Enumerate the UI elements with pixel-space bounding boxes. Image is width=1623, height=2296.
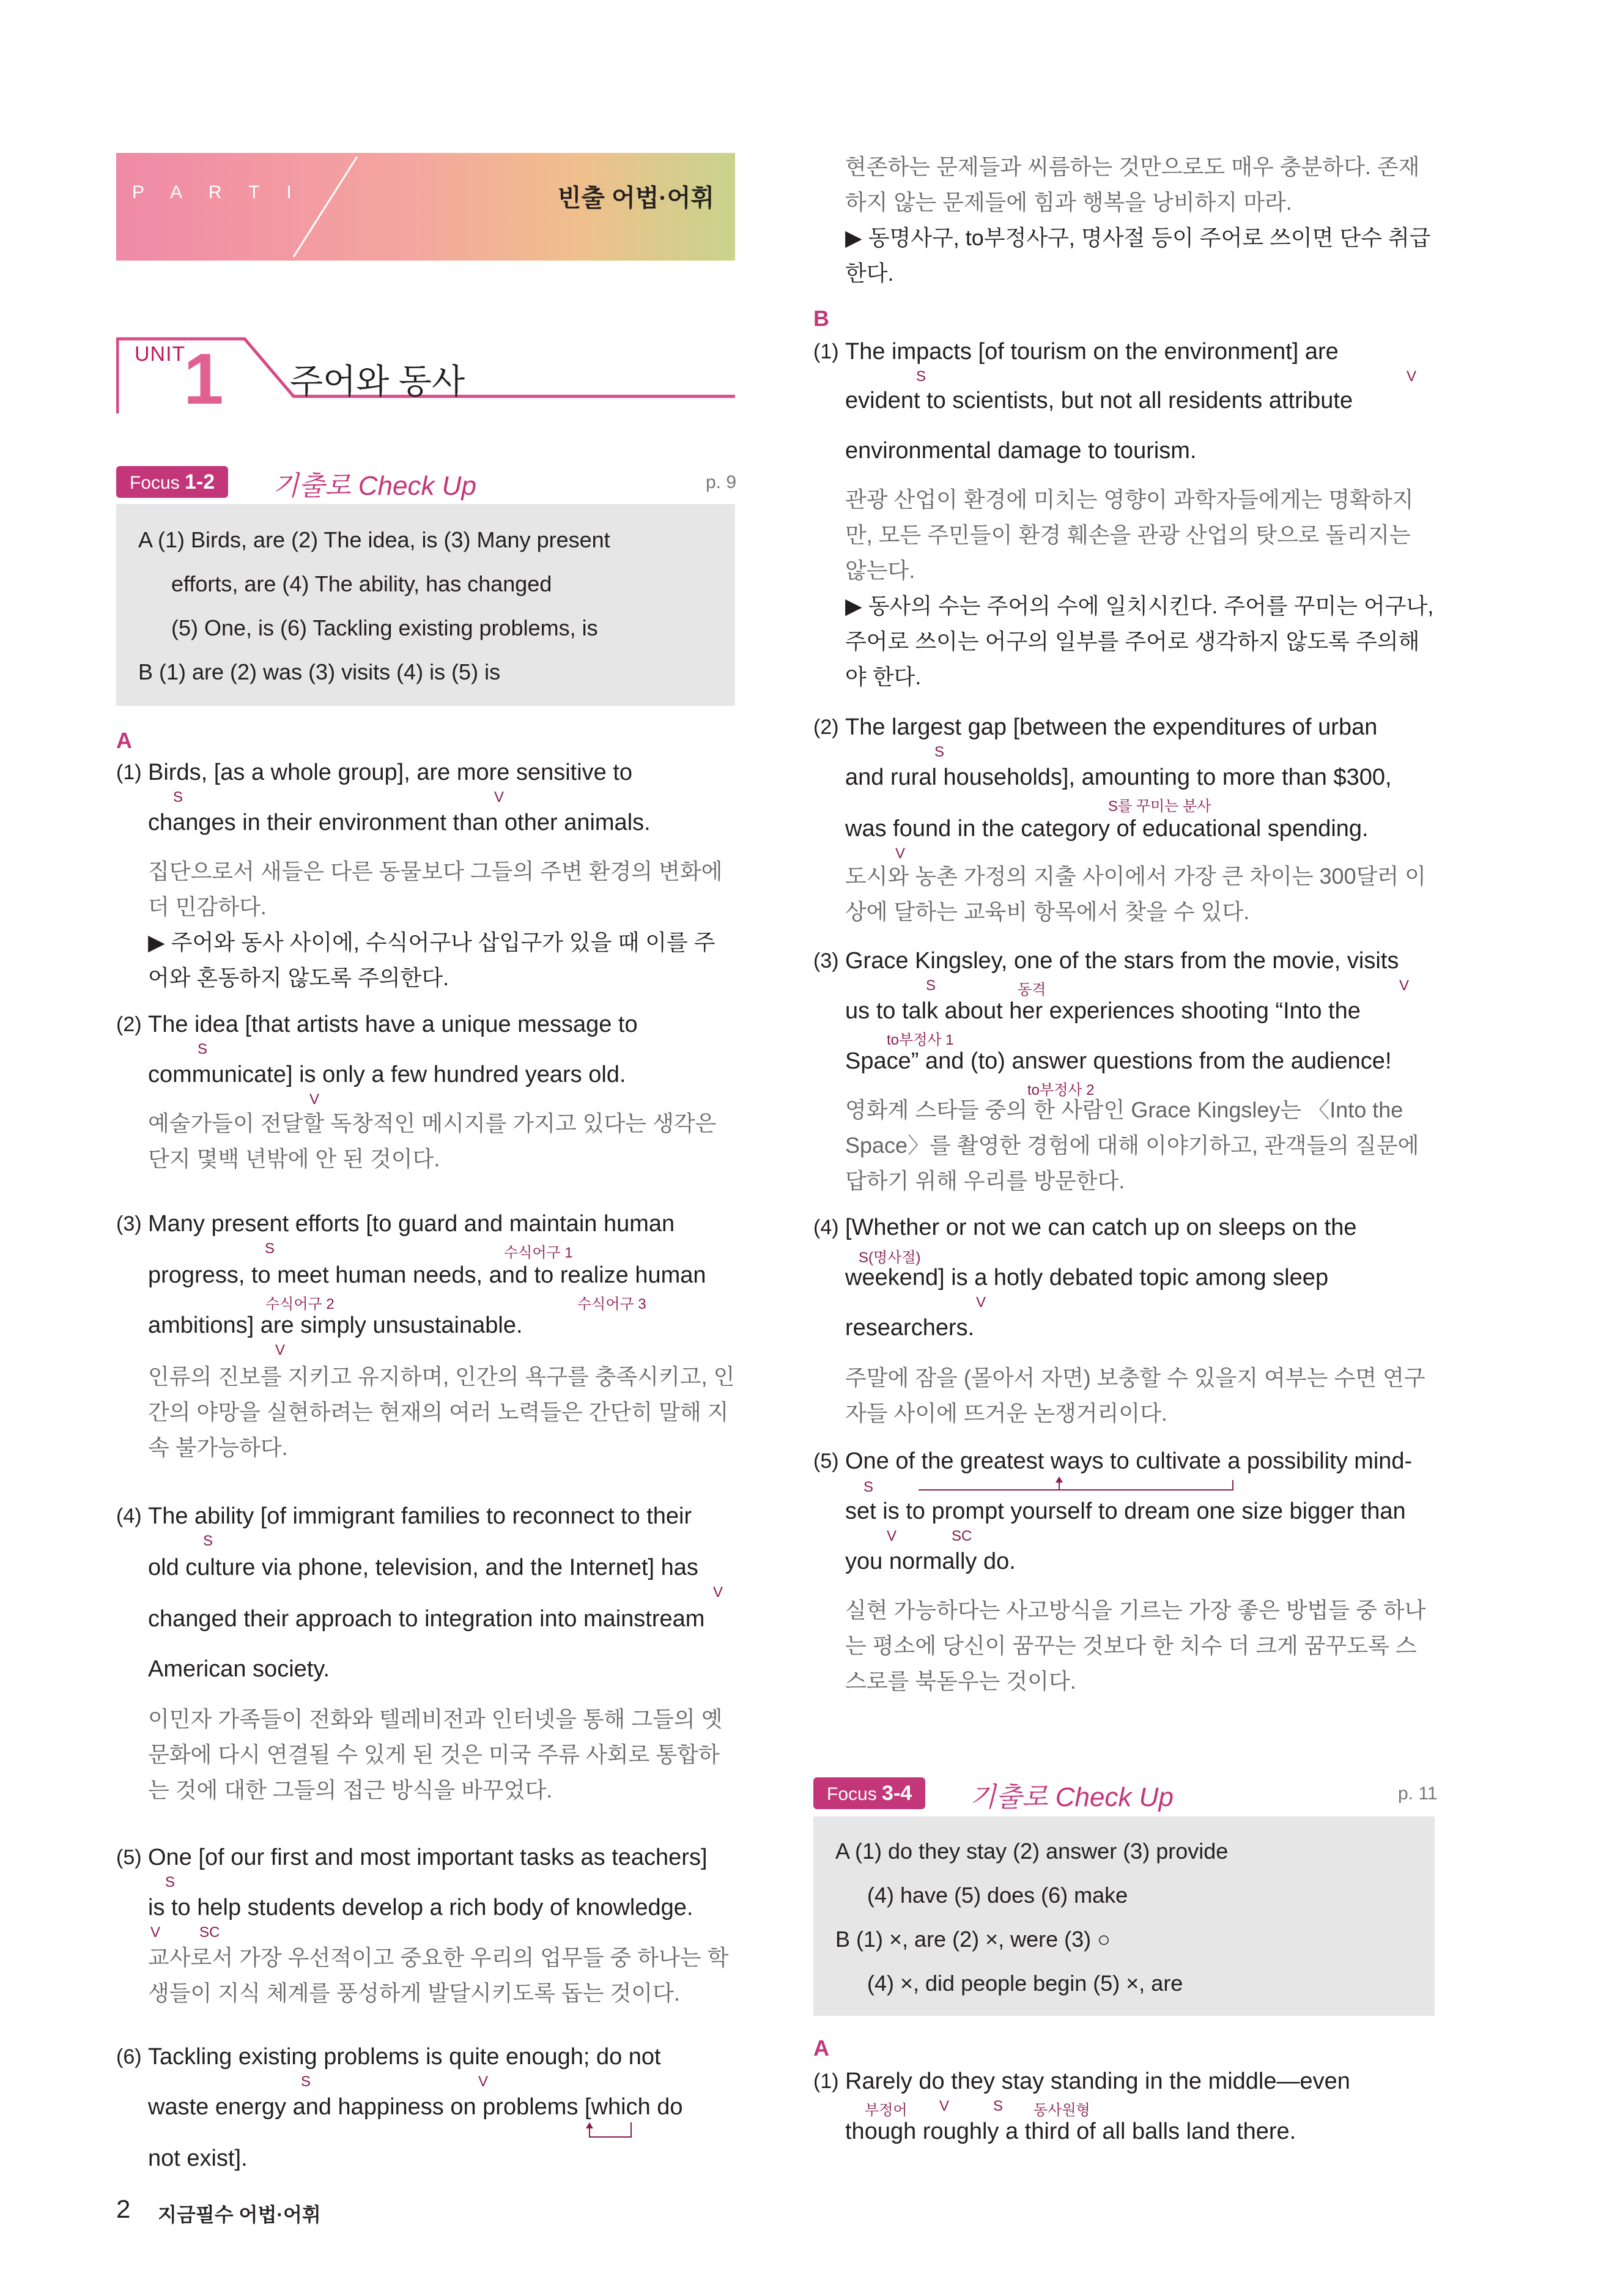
book-title: 지금필수 어법·어휘	[158, 2204, 321, 2226]
answer-line: B (1) ×, are (2) ×, were (3) ○	[835, 1927, 1111, 1952]
sentence-line: [Whether or not we can catch up on sleeps on the	[845, 1215, 1357, 1240]
focus-pill-2	[813, 1777, 925, 1809]
subject-tag: S	[916, 368, 926, 385]
unit-title: 주어와 동사	[290, 362, 465, 401]
sentence-line: American society.	[148, 1656, 330, 1682]
focus-pill-range: 3-4	[882, 1782, 912, 1805]
korean-translation: 실현 가능하다는 사고방식을 기르는 가장 좋은 방법들 중 하나는 평소에 당신이 꿈꾸는 것보다 한 치수 더 크게 꿈꾸도록 스스로를 북돋우는 것이다.	[845, 1598, 1426, 1694]
korean-translation: 예술가들이 전달할 독창적인 메시지를 가지고 있다는 생각은 단지 몇백 년밖에 안 된 것이다.	[148, 1111, 717, 1171]
verb-tag: V	[939, 2098, 950, 2114]
korean-translation: 영화계 스타들 중의 한 사람인 Grace Kingsley는 〈Into the Space〉를 촬영한 경험에 대해 이야기하고, 관객들의 질문에 답하기 위해 우리를 방문한다.	[845, 1097, 1419, 1193]
korean-translation: 인류의 진보를 지키고 유지하며, 인간의 욕구를 충족시키고, 인간의 야망을 실현하려는 현재의 여러 노력들은 간단히 말해 지속 불가능하다.	[148, 1364, 735, 1460]
subject-tag: S	[265, 1240, 275, 1257]
item-number: (4)	[116, 1505, 142, 1528]
sentence-line: old culture via phone, television, and the Internet] has	[148, 1555, 698, 1580]
grammar-note: ▶ 주어와 동사 사이에, 수식어구나 삽입구가 있을 때 이를 주어와 혼동하지 않도록 주의한다.	[148, 930, 715, 990]
sentence-line: The idea [that artists have a unique message to	[148, 1012, 638, 1037]
verb-tag: V	[887, 1528, 897, 1544]
verb-tag: V	[1399, 977, 1410, 994]
modifier-arrow	[917, 1475, 1235, 1494]
verb-tag: V	[976, 1294, 986, 1311]
answer-line: (4) ×, did people begin (5) ×, are	[867, 1971, 1183, 1996]
verb-tag: V	[895, 845, 906, 862]
modifier-tag: 수식어구 2	[265, 1296, 335, 1313]
modifier-tag: 수식어구 1	[504, 1245, 573, 1261]
sentence-line: though roughly a third of all balls land there.	[845, 2119, 1296, 2144]
item-number: (5)	[116, 1846, 142, 1869]
item-number: (1)	[813, 2070, 839, 2093]
sentence-line: set is to prompt yourself to dream one size bigger than	[845, 1498, 1406, 1524]
item-number: (4)	[813, 1216, 839, 1239]
focus-page-2: p. 11	[1398, 1783, 1438, 1804]
focus-pill-prefix: Focus	[130, 473, 180, 493]
korean-translation: 이민자 가족들이 전화와 텔레비전과 인터넷을 통해 그들의 옛 문화에 다시 연결될 수 있게 된 것은 미국 주류 사회로 통합하는 것에 대한 그들의 접근 방식을 바꾸었다.	[148, 1706, 723, 1802]
modifier-tag: 수식어구 3	[577, 1296, 646, 1313]
focus-page-1: p. 9	[706, 472, 737, 492]
sentence-line: The largest gap [between the expenditures of urban	[845, 714, 1378, 740]
sentence-line: researchers.	[845, 1315, 975, 1341]
page-number: 2	[116, 2194, 131, 2223]
focus-pill-1	[116, 466, 228, 498]
sentence-line: not exist].	[148, 2146, 248, 2171]
sentence-line: Tackling existing problems is quite enough; do not	[148, 2044, 661, 2070]
sentence-line: environmental damage to tourism.	[845, 438, 1197, 464]
sentence-line: Birds, [as a whole group], are more sensitive to	[148, 760, 633, 785]
sentence-line: ambitions] are simply unsustainable.	[148, 1313, 523, 1338]
item-number: (3)	[813, 949, 839, 972]
sentence-line: progress, to meet human needs, and to realize human	[148, 1262, 706, 1288]
answer-line: A (1) do they stay (2) answer (3) provide	[835, 1839, 1229, 1864]
sentence-line: and rural households], amounting to more than $300,	[845, 765, 1392, 790]
sentence-line: communicate] is only a few hundred years old.	[148, 1062, 626, 1087]
sentence-line: is to help students develop a rich body of knowledge.	[148, 1895, 693, 1920]
subject-tag: S	[934, 744, 945, 760]
sentence-line: you normally do.	[845, 1549, 1016, 1574]
sentence-line: us to talk about her experiences shooting “Into the	[845, 998, 1361, 1024]
subject-tag: S	[173, 789, 183, 805]
focus-title-2: 기출로 Check Up	[970, 1782, 1174, 1812]
subject-tag: S(명사절)	[859, 1250, 921, 1266]
sentence-line: One [of our first and most important tasks as teachers]	[148, 1845, 708, 1870]
modifier-tag: S를 꾸미는 분사	[1108, 798, 1211, 815]
subject-tag: S	[198, 1041, 208, 1057]
sentence-line: evident to scientists, but not all residents attribute	[845, 388, 1353, 413]
grammar-note: ▶ 동명사구, to부정사구, 명사절 등이 주어로 쓰이면 단수 취급한다.	[845, 225, 1431, 286]
item-number: (2)	[813, 716, 839, 739]
korean-translation: 집단으로서 새들은 다른 동물보다 그들의 주변 환경의 변화에 더 민감하다.	[148, 859, 723, 919]
sentence-line: waste energy and happiness on problems [which do	[148, 2094, 683, 2120]
korean-translation: 주말에 잠을 (몰아서 자면) 보충할 수 있을지 여부는 수면 연구자들 사이에 뜨거운 논쟁거리이다.	[845, 1365, 1425, 1426]
focus-title-1: 기출로 Check Up	[273, 471, 476, 501]
part-label: P A R T I	[132, 182, 303, 202]
item-number: (1)	[116, 761, 142, 784]
verb-tag: V	[1407, 368, 1417, 385]
focus-pill-prefix: Focus	[827, 1784, 877, 1804]
infinitive-tag: to부정사 1	[887, 1032, 954, 1048]
subject-tag: S	[993, 2098, 1004, 2114]
korean-translation: 도시와 농촌 가정의 지출 사이에서 가장 큰 차이는 300달러 이상에 달하는 교육비 항목에서 찾을 수 있다.	[845, 864, 1426, 924]
sentence-line: was found in the category of educational spending.	[845, 816, 1369, 842]
subject-tag: S	[863, 1479, 874, 1495]
unit-label: UNIT	[135, 343, 186, 366]
answer-line: efforts, are (4) The ability, has changed	[171, 571, 552, 596]
verb-tag: V	[494, 789, 505, 805]
sentence-line: Grace Kingsley, one of the stars from the movie, visits	[845, 948, 1399, 974]
base-verb-tag: 동사원형	[1033, 2102, 1090, 2119]
verb-tag: V	[478, 2073, 489, 2090]
section-a-label: A	[116, 728, 132, 753]
part-banner	[116, 153, 735, 261]
complement-tag: SC	[199, 1924, 220, 1941]
section-a2-label: A	[813, 2035, 829, 2061]
item-number: (1)	[813, 340, 839, 363]
verb-tag: V	[713, 1584, 723, 1601]
sentence-line: Rarely do they stay standing in the middle—even	[845, 2068, 1350, 2094]
verb-tag: V	[309, 1091, 320, 1108]
focus-pill-range: 1-2	[185, 470, 215, 494]
modifier-arrow	[583, 2122, 632, 2141]
infinitive-tag: to부정사 2	[1027, 1082, 1095, 1098]
section-b-label: B	[813, 306, 829, 331]
apposition-tag: 동격	[1018, 982, 1046, 998]
grammar-note: ▶ 동사의 수는 주어의 수에 일치시킨다. 주어를 꾸미는 어구나, 주어로 쓰이는 어구의 일부를 주어로 생각하지 않도록 주의해야 한다.	[845, 593, 1434, 689]
answer-line: A (1) Birds, are (2) The idea, is (3) Many present	[138, 527, 610, 552]
sentence-line: The ability [of immigrant families to reconnect to their	[148, 1503, 692, 1529]
sentence-line: changes in their environment than other animals.	[148, 810, 651, 835]
sentence-line: weekend] is a hotly debated topic among sleep	[845, 1265, 1329, 1291]
sentence-line: The impacts [of tourism on the environment] are	[845, 339, 1339, 365]
complement-tag: SC	[952, 1528, 972, 1544]
answer-line: (4) have (5) does (6) make	[867, 1883, 1128, 1908]
sentence-line: changed their approach to integration into mainstream	[148, 1606, 705, 1632]
unit-number: 1	[183, 339, 224, 420]
item-number: (5)	[813, 1450, 839, 1473]
banner-title: 빈출 어법·어휘	[557, 185, 714, 212]
verb-tag: V	[275, 1342, 286, 1358]
sentence-line: Space” and (to) answer questions from the audience!	[845, 1048, 1392, 1074]
korean-translation: 교사로서 가장 우선적이고 중요한 우리의 업무들 중 하나는 학생들이 지식 체계를 풍성하게 발달시키도록 돕는 것이다.	[148, 1945, 729, 2005]
korean-translation: 관광 산업이 환경에 미치는 영향이 과학자들에게는 명확하지만, 모든 주민들이 환경 훼손을 관광 산업의 탓으로 돌리지는 않는다.	[845, 487, 1414, 583]
item-number: (2)	[116, 1013, 142, 1036]
answer-line: (5) One, is (6) Tackling existing problems, is	[171, 615, 598, 640]
korean-translation: 현존하는 문제들과 씨름하는 것만으로도 매우 충분하다. 존재하지 않는 문제들에 힘과 행복을 낭비하지 마라.	[845, 154, 1420, 215]
subject-tag: S	[301, 2073, 311, 2090]
sentence-line: One of the greatest ways to cultivate a possibility mind-	[845, 1448, 1413, 1474]
subject-tag: S	[203, 1533, 213, 1549]
item-number: (3)	[116, 1212, 142, 1235]
subject-tag: S	[165, 1874, 176, 1890]
verb-tag: V	[150, 1924, 161, 1941]
item-number: (6)	[116, 2045, 142, 2068]
answer-line: B (1) are (2) was (3) visits (4) is (5) is	[138, 659, 501, 684]
banner-divider-line	[289, 153, 362, 261]
negative-tag: 부정어	[865, 2102, 908, 2119]
sentence-line: Many present efforts [to guard and maintain human	[148, 1211, 675, 1237]
subject-tag: S	[926, 977, 936, 994]
